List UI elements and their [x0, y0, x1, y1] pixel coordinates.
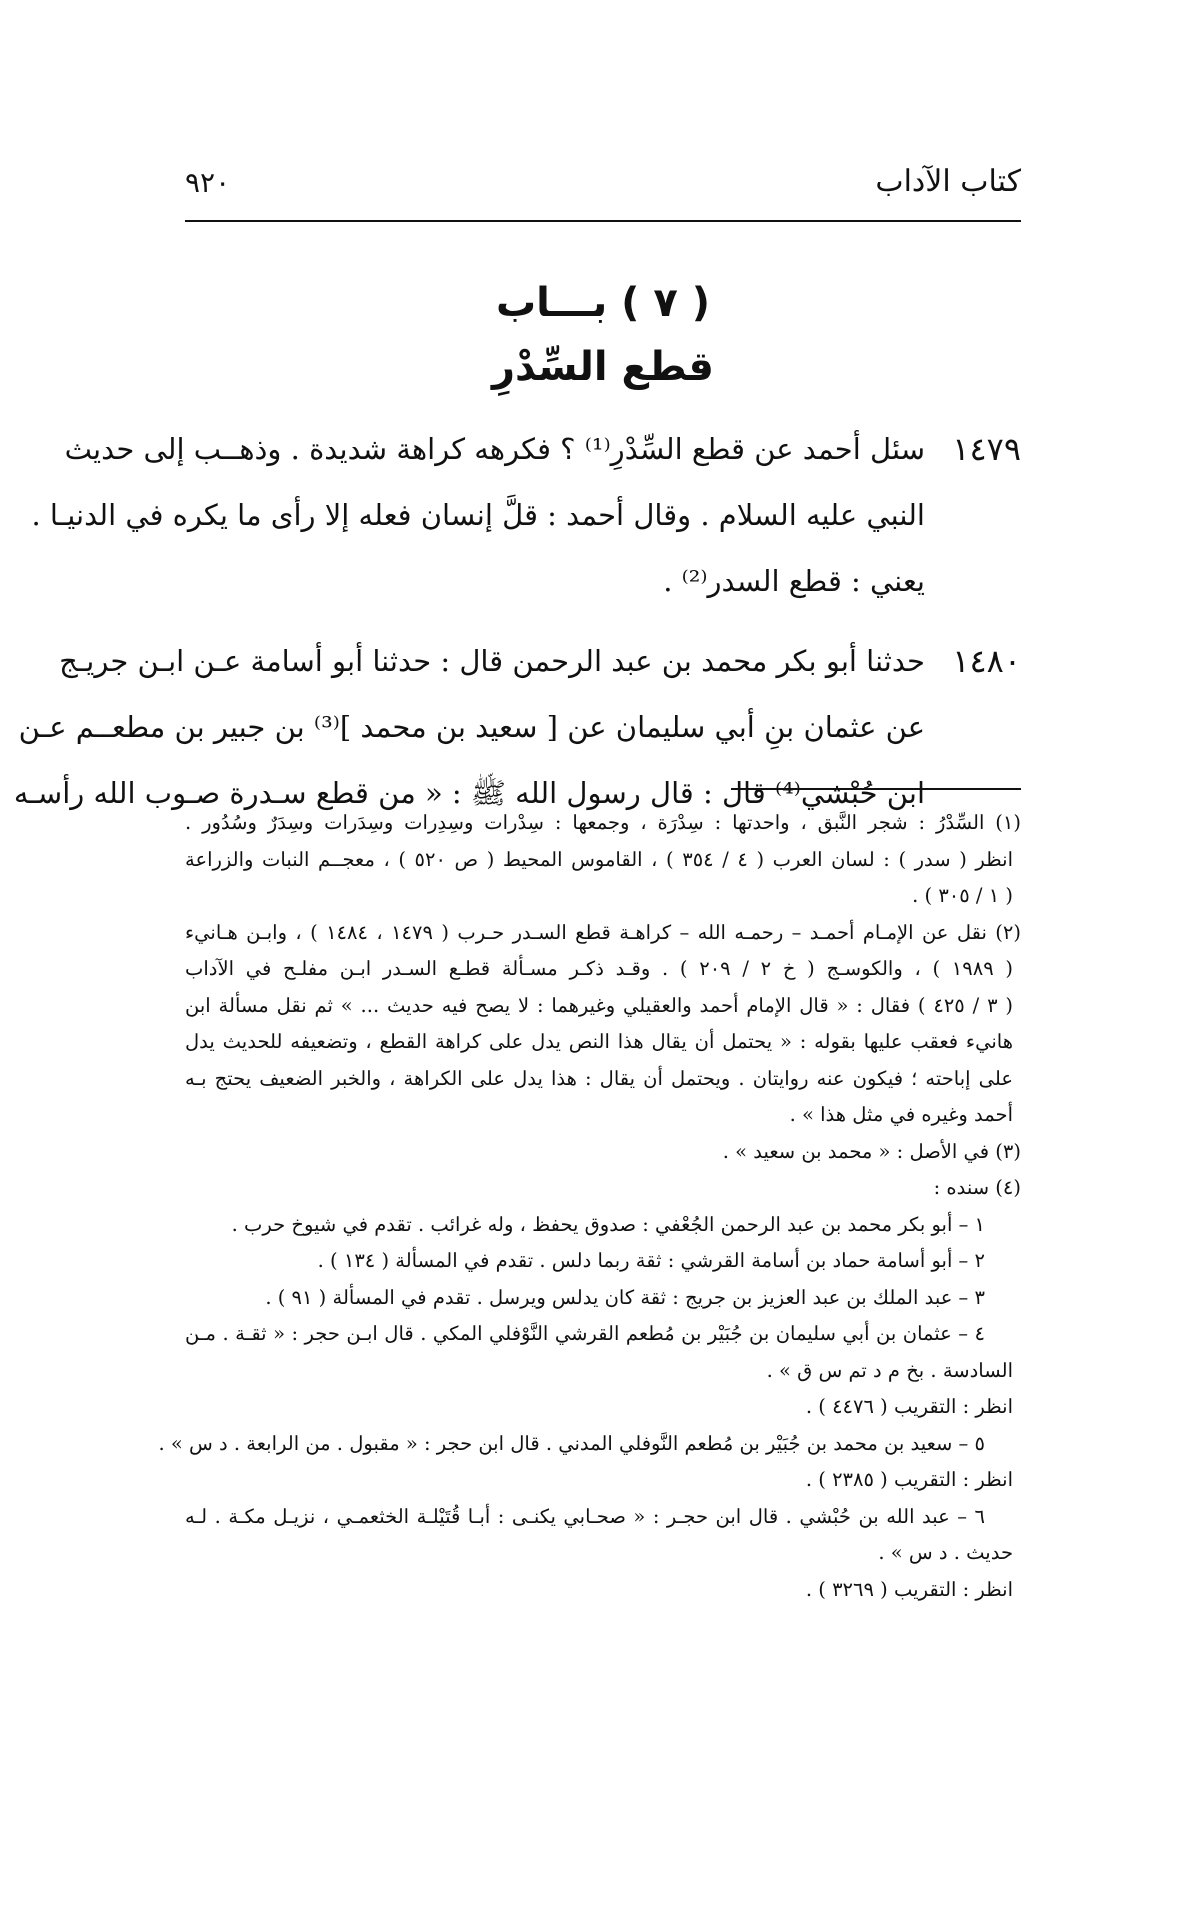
entry-number: ١٤٧٩ — [952, 430, 1021, 468]
chapter-title: قطع السِّدْرِ — [492, 344, 714, 390]
footnote-line: هانيء فعقب عليها بقوله : « يحتمل أن يقال هذا النص يدل على كراهة القطع ، وتضعيفه للحديث يدل — [185, 1030, 1013, 1053]
entry-line: عن عثمان بنِ أبي سليمان عن [ سعيد بن محمد ]⁽³⁾ بن جبير بن مطعــم عـن — [18, 710, 925, 744]
entry-line: حدثنا أبو بكر محمد بن عبد الرحمن قال : حدثنا أبو أسامة عـن ابـن جريـج — [59, 644, 925, 678]
running-title: كتاب الآداب — [875, 164, 1021, 199]
entry-line: يعني : قطع السدر⁽²⁾ . — [663, 564, 925, 598]
page-number: ٩٢٠ — [185, 166, 231, 199]
footnote-line: انظر ( سدر ) : لسان العرب ( ٤ / ٣٥٤ ) ، القاموس المحيط ( ص ٥٢٠ ) ، معجــم النبات والزراعة — [185, 847, 1013, 871]
footnote-line: (٢) نقل عن الإمـام أحمـد – رحمـه الله – كراهـة قطع السـدر حـرب ( ١٤٧٩ ، ١٤٨٤ ) ، وابـن هـانيء — [185, 920, 1021, 944]
footnote-line: ٤ – عثمان بن أبي سليمان بن جُبَيْر بن مُطعم القرشي النَّوْفلي المكي . قال ابـن حجر : « ثقـة . مـن — [185, 1322, 985, 1345]
entry-line: سئل أحمد عن قطع السِّدْرِ⁽¹⁾ ؟ فكرهه كراهة شديدة . وذهــب إلى حديث — [64, 432, 925, 466]
chapter-heading — [185, 272, 1021, 400]
footnote-line: انظر : التقريب ( ٢٣٨٥ ) . — [805, 1468, 1013, 1491]
entry-1480 — [13, 628, 1021, 826]
footnote-line: ١ – أبو بكر محمد بن عبد الرحمن الجُعْفي : صدوق يحفظ ، وله غرائب . تقدم في شيوخ حرب . — [231, 1212, 985, 1236]
footnote-line: ٥ – سعيد بن محمد بن جُبَيْر بن مُطعم النَّوفلي المدني . قال ابن حجر : « مقبول . من الرابعة . د س » . — [158, 1431, 985, 1455]
footnote-line: على إباحته ؛ فيكون عنه روايتان . ويحتمل أن يقال : هذا يدل على الكراهة ، والخبر الضعيف يحتج بـه — [185, 1066, 1013, 1090]
footnote-line: (١) السِّدْرُ : شجر النَّبق ، واحدتها : سِدْرَة ، وجمعها : سِدْرات وسِدِرات وسِدَرات وسِدَرٌ وسُدُور . — [185, 811, 1021, 834]
footnote-line: ( ١٩٨٩ ) ، والكوسـج ( خ ٢ / ٢٠٩ ) . وقـد ذكـر مسـألة قطـع السـدر ابـن مفلـح في الآداب — [185, 957, 1014, 980]
footnote-line: (٤) سنده : — [933, 1176, 1021, 1199]
footnote-separator — [731, 788, 1021, 790]
footnote-line: ٢ – أبو أسامة حماد بن أسامة القرشي : ثقة ربما دلس . تقدم في المسألة ( ١٣٤ ) . — [317, 1249, 985, 1272]
footnote-line: ( ١ / ٣٠٥ ) . — [912, 884, 1013, 907]
footnote-line: انظر : التقريب ( ٣٢٦٩ ) . — [805, 1577, 1013, 1601]
entry-number: ١٤٨٠ — [952, 642, 1021, 680]
footnote-line: أحمد وغيره في مثل هذا » . — [789, 1103, 1013, 1126]
footnote-line: السادسة . بخ م د تم س ق » . — [766, 1358, 1013, 1382]
footnote-line: ٣ – عبد الملك بن عبد العزيز بن جريج : ثقة كان يدلس ويرسل . تقدم في المسألة ( ٩١ ) . — [265, 1285, 985, 1309]
footnote-line: انظر : التقريب ( ٤٤٧٦ ) . — [805, 1395, 1013, 1418]
footnote-line: (٣) في الأصل : « محمد بن سعيد » . — [722, 1139, 1021, 1163]
chapter-number: ( ٧ ) بـــاب — [495, 280, 711, 326]
entry-line: ابن حُبْشي⁽⁴⁾ قال : قال رسول الله ﷺ : « من قطع سـدرة صـوب الله رأسـه — [13, 776, 925, 810]
entry-line: النبي عليه السلام . وقال أحمد : قلَّ إنسان فعله إلا رأى ما يكره في الدنيـا . — [31, 498, 925, 532]
footnote-line: ٦ – عبد الله بن حُبْشي . قال ابن حجـر : « صحـابي يكنـى : أبـا قُتَيْلـة الخثعمـي ، نزيـل مكـة . لـه — [185, 1504, 985, 1528]
running-header — [185, 160, 1021, 222]
entries — [13, 416, 1021, 840]
footnotes — [158, 805, 1021, 1608]
entry-1479 — [31, 416, 1021, 614]
footnote-line: ( ٣ / ٤٢٥ ) فقال : « قال الإمام أحمد والعقيلي وغيرهما : لا يصح فيه حديث ... » ثم نقل مسألة ابن — [185, 993, 1014, 1017]
footnote-line: حديث . د س » . — [878, 1541, 1013, 1564]
